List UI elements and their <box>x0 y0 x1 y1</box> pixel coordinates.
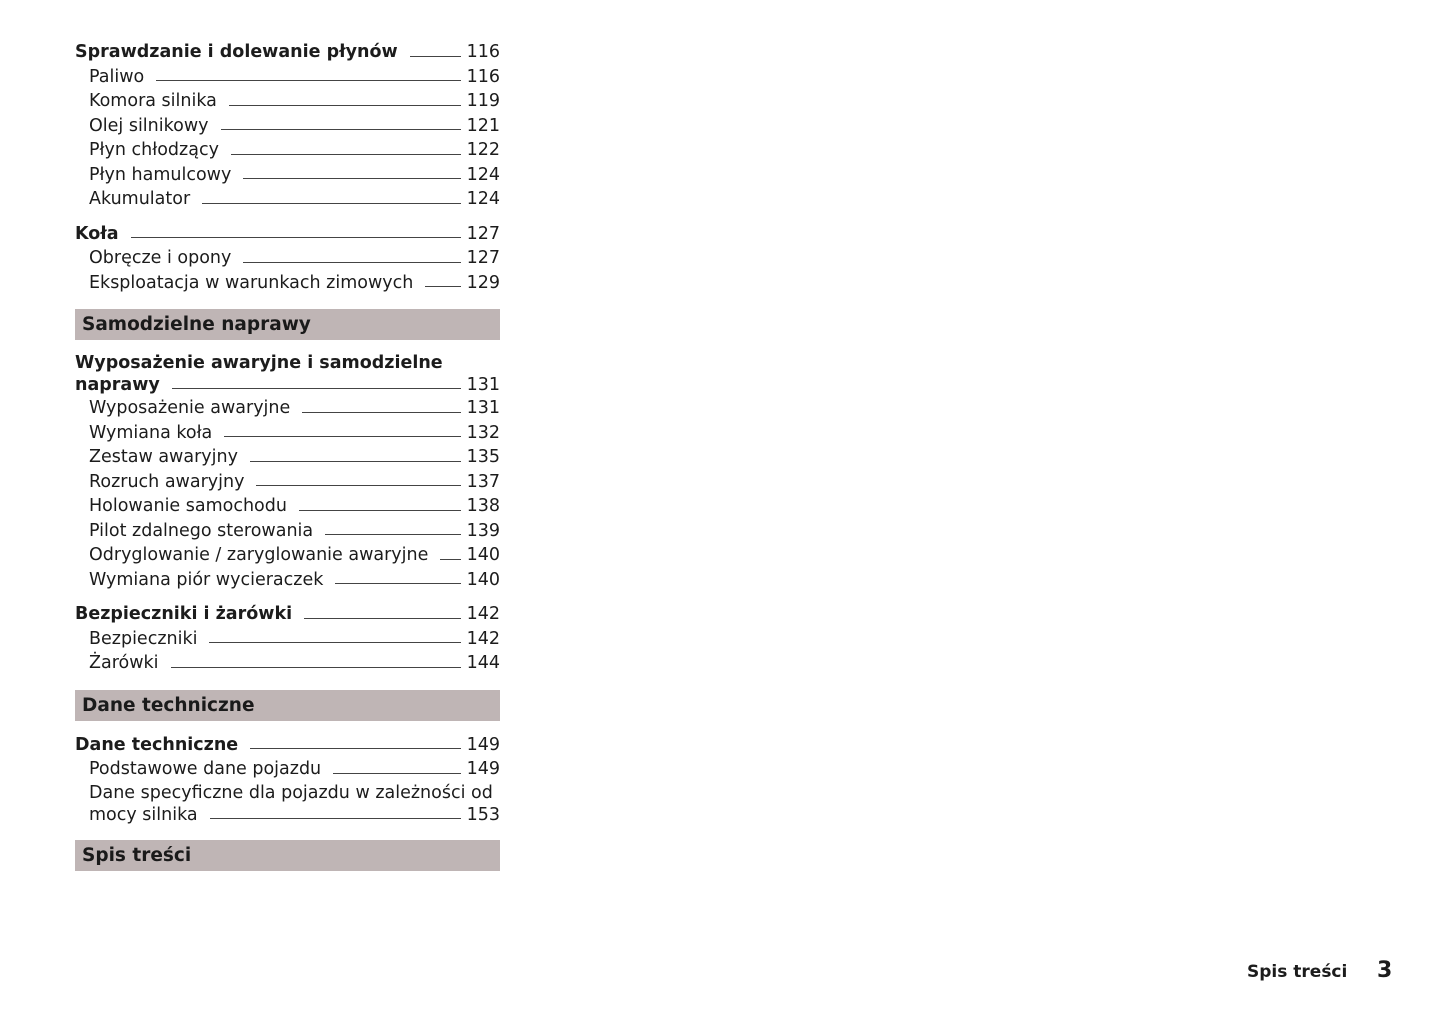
toc-leader <box>335 583 460 584</box>
toc-label: Wyposażenie awaryjne <box>89 398 291 418</box>
toc-item[interactable] <box>75 396 500 421</box>
toc-leader <box>410 56 461 57</box>
toc-label: Żarówki <box>89 653 159 673</box>
toc-label: Odryglowanie / zaryglowanie awaryjne <box>89 545 429 565</box>
toc-leader <box>325 534 460 535</box>
toc-page: 140 <box>466 569 500 590</box>
toc-page: 131 <box>466 398 500 418</box>
toc-page: 153 <box>466 804 500 825</box>
spacer <box>75 212 500 222</box>
toc-section-fuses[interactable] <box>75 602 500 627</box>
toc-page: 144 <box>466 653 500 673</box>
toc-leader <box>440 559 460 560</box>
toc-leader <box>302 412 460 413</box>
toc-page: 116 <box>466 66 500 87</box>
toc-item[interactable] <box>75 445 500 470</box>
toc-label-line1: Dane specyficzne dla pojazdu w zależności od <box>89 782 493 803</box>
toc-page: 142 <box>466 628 500 649</box>
toc-page: 121 <box>466 115 500 136</box>
toc-leader <box>333 773 460 774</box>
toc-item[interactable] <box>75 163 500 188</box>
footer-section-title: Spis treści <box>1247 962 1348 982</box>
toc-item[interactable] <box>75 65 500 90</box>
toc-label: Rozruch awaryjny <box>89 471 245 492</box>
toc-label-line1: Wyposażenie awaryjne i samodzielne <box>75 353 443 373</box>
toc-label: Holowanie samochodu <box>89 496 287 516</box>
toc-page: 142 <box>466 604 500 624</box>
toc-label-line2: mocy silnika <box>89 804 198 825</box>
toc-item[interactable] <box>75 271 500 296</box>
toc-label: Dane techniczne <box>75 734 239 755</box>
toc-leader <box>243 262 460 263</box>
toc-item[interactable] <box>75 494 500 519</box>
toc-leader <box>156 80 460 81</box>
toc-label-line2: naprawy <box>75 375 160 395</box>
toc-leader <box>231 154 461 155</box>
chapter-band-contents[interactable]: Spis treści <box>75 840 500 871</box>
toc-item[interactable] <box>75 246 500 271</box>
toc-label: Akumulator <box>89 189 191 209</box>
toc-leader <box>250 748 460 749</box>
toc-section-wheels[interactable] <box>75 222 500 247</box>
toc-page: 149 <box>466 759 500 779</box>
toc-label: Wymiana koła <box>89 422 213 443</box>
toc-label: Wymiana piór wycieraczek <box>89 569 324 590</box>
toc-label: Pilot zdalnego sterowania <box>89 520 314 541</box>
page-number: 3 <box>1377 958 1393 983</box>
toc-page: 127 <box>466 223 500 244</box>
toc-item[interactable] <box>75 138 500 163</box>
toc-item[interactable] <box>75 627 500 652</box>
toc-leader <box>210 818 461 819</box>
toc-item-multiline[interactable] <box>75 782 500 826</box>
toc-leader <box>250 461 461 462</box>
toc-page: 129 <box>466 272 500 293</box>
toc-leader <box>209 642 460 643</box>
toc-label: Komora silnika <box>89 91 217 111</box>
toc-page: 124 <box>466 164 500 185</box>
chapter-band-technical[interactable]: Dane techniczne <box>75 690 500 721</box>
toc-page: 132 <box>466 422 500 443</box>
toc-leader <box>243 178 460 179</box>
toc-item[interactable] <box>75 519 500 544</box>
toc-label: Płyn chłodzący <box>89 140 219 160</box>
table-of-contents <box>75 40 500 883</box>
toc-label: Bezpieczniki <box>89 628 198 649</box>
toc-page: 124 <box>466 189 500 209</box>
toc-label: Paliwo <box>89 66 145 87</box>
toc-page: 116 <box>466 42 500 62</box>
toc-item[interactable] <box>75 187 500 212</box>
toc-leader <box>304 618 461 619</box>
toc-page: 119 <box>466 91 500 111</box>
chapter-band-repairs[interactable]: Samodzielne naprawy <box>75 309 500 340</box>
toc-label: Olej silnikowy <box>89 115 209 136</box>
toc-page: 140 <box>466 545 500 565</box>
toc-page: 127 <box>466 248 500 268</box>
toc-leader <box>229 105 461 106</box>
spacer <box>75 592 500 602</box>
toc-item[interactable] <box>75 651 500 676</box>
toc-section-fluids[interactable] <box>75 40 500 65</box>
toc-leader <box>172 388 461 389</box>
toc-label: Zestaw awaryjny <box>89 447 238 467</box>
toc-leader <box>131 237 461 238</box>
toc-page: 139 <box>466 520 500 541</box>
toc-item[interactable] <box>75 89 500 114</box>
toc-item[interactable] <box>75 543 500 568</box>
toc-item[interactable] <box>75 470 500 495</box>
toc-label: Eksploatacja w warunkach zimowych <box>89 272 414 293</box>
toc-item[interactable] <box>75 568 500 593</box>
toc-label: Podstawowe dane pojazdu <box>89 759 322 779</box>
toc-leader <box>224 436 460 437</box>
toc-label: Bezpieczniki i żarówki <box>75 604 293 624</box>
toc-item[interactable] <box>75 114 500 139</box>
toc-leader <box>299 510 461 511</box>
toc-leader <box>256 485 460 486</box>
toc-label: Koła <box>75 223 119 244</box>
toc-item[interactable] <box>75 421 500 446</box>
toc-label: Obręcze i opony <box>89 248 232 268</box>
toc-leader <box>171 667 461 668</box>
toc-section-emergency[interactable] <box>75 352 500 396</box>
toc-leader <box>202 203 460 204</box>
toc-label: Płyn hamulcowy <box>89 164 232 185</box>
toc-page: 135 <box>466 447 500 467</box>
toc-page: 149 <box>466 734 500 755</box>
toc-page: 131 <box>466 375 500 395</box>
toc-label: Sprawdzanie i dolewanie płynów <box>75 42 398 62</box>
toc-section-technical[interactable] <box>75 733 500 758</box>
toc-leader <box>425 286 460 287</box>
toc-page: 138 <box>466 496 500 516</box>
toc-leader <box>221 129 461 130</box>
toc-page: 122 <box>466 140 500 160</box>
toc-page: 137 <box>466 471 500 492</box>
toc-item[interactable] <box>75 757 500 782</box>
